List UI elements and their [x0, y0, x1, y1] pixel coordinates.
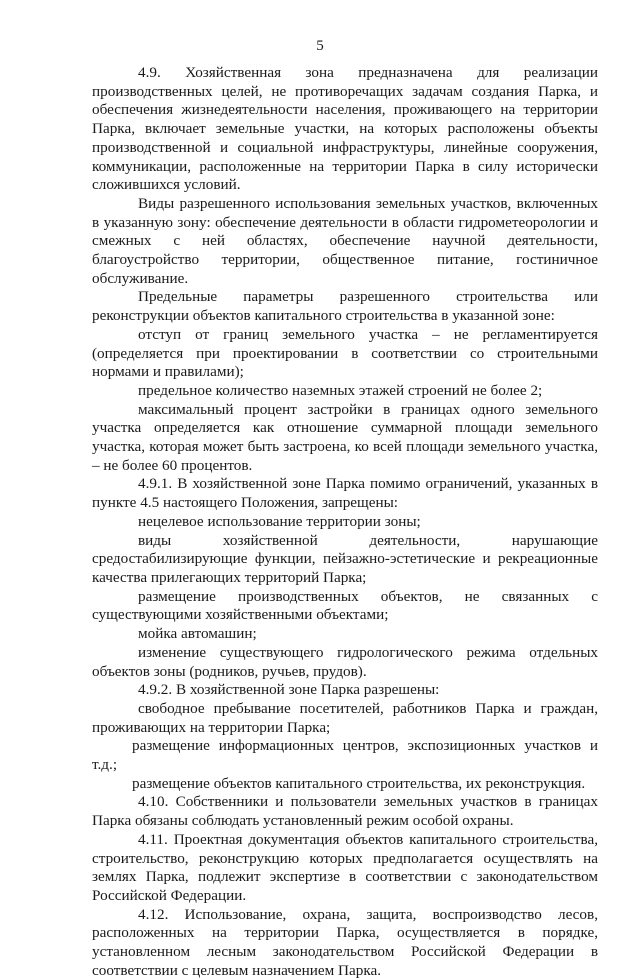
paragraph-floors-limit: предельное количество наземных этажей строений не более 2;	[138, 381, 543, 399]
paragraph-unrelated-production: размещение производственных объектов, не связанных с существующими хозяйственными объектами;	[92, 587, 598, 624]
paragraph-4-11: 4.11. Проектная документация объектов капитального строительства, строительство, реконструкцию которых предполагается осуществлять на землях Парка, подлежит экспертизе в соответствии с законодательством Российской Федерации.	[92, 830, 598, 904]
paragraph-4-12: 4.12. Использование, охрана, защита, воспроизводство лесов, расположенных на территории Парка, осуществляется в порядке, установленном лесным законодательством Российской Федерации в соответствии с целевым назначением Парка.	[92, 905, 598, 979]
paragraph-4-9-2: 4.9.2. В хозяйственной зоне Парка разрешены:	[138, 681, 440, 699]
paragraph-car-wash: мойка автомашин;	[138, 625, 257, 643]
paragraph-setback: отступ от границ земельного участка – не регламентируется (определяется при проектировании в соответствии со строительными нормами и правилами);	[92, 325, 598, 381]
paragraph-4-9: 4.9. Хозяйственная зона предназначена для реализации производственных целей, не противоречащих задачам создания Парка, и обеспечения жизнедеятельности населения, проживающего на территории Парка, включает земельные участки, на которых расположены объекты производственной и социальной инфраструктуры, линейные сооружения, коммуникации, расположенные на территории Парка в силу исторически сложившихся условий.	[92, 64, 598, 194]
document-body	[92, 64, 598, 980]
paragraph-hydrology: изменение существующего гидрологического режима отдельных объектов зоны (родников, ручьев, прудов).	[92, 643, 598, 680]
paragraph-permitted-uses: Виды разрешенного использования земельных участков, включенных в указанную зону: обеспечение деятельности в области гидрометеорологии и смежных с ней областях, обеспечение научной деятельности, благоустройство территории, общественное питание, гостиничное обслуживание.	[92, 194, 598, 287]
paragraph-info-centers: размещение информационных центров, экспозиционных участков и т.д.;	[92, 737, 598, 774]
paragraph-free-stay: свободное пребывание посетителей, работников Парка и граждан, проживающих на территории Парка;	[92, 699, 598, 736]
paragraph-capital-construction: размещение объектов капитального строительства, их реконструкция.	[132, 774, 586, 792]
paragraph-harmful-activities: виды хозяйственной деятельности, нарушающие средостабилизирующие функции, пейзажно-эстетические и рекреационные качества прилегающих территорий Парка;	[92, 531, 598, 586]
paragraph-max-coverage: максимальный процент застройки в границах одного земельного участка определяется как отношение суммарной площади земельного участка, которая может быть застроена, ко всей площади земельного участка, – не более 60 процентов.	[92, 400, 598, 474]
paragraph-limit-parameters: Предельные параметры разрешенного строительства или реконструкции объектов капитального строительства в указанной зоне:	[92, 288, 598, 325]
paragraph-misuse: нецелевое использование территории зоны;	[138, 512, 421, 530]
paragraph-4-10: 4.10. Собственники и пользователи земельных участков в границах Парка обязаны соблюдать установленный режим особой охраны.	[92, 793, 598, 830]
paragraph-4-9-1: 4.9.1. В хозяйственной зоне Парка помимо ограничений, указанных в пункте 4.5 настоящего Положения, запрещены:	[92, 475, 598, 512]
page-number: 5	[316, 38, 324, 54]
